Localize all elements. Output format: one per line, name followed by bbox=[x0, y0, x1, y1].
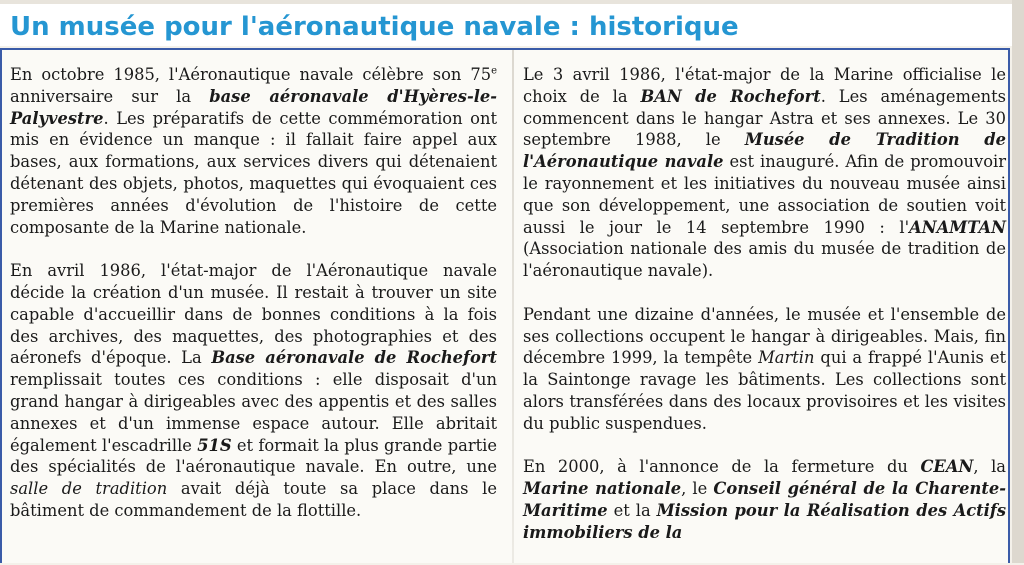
left-column bbox=[10, 64, 497, 544]
paragraph-2000: En 2000, à l'annonce de la fermeture du CEAN, la Marine nationale, le Conseil général de la Charente-Maritime et la Mission pour la Réalisation des Actifs immobiliers de la bbox=[523, 457, 1006, 542]
italic-martin: Martin bbox=[758, 348, 815, 368]
scan-edge-right bbox=[1012, 0, 1024, 563]
page-title: Un musée pour l'aéronautique navale : historique bbox=[10, 12, 739, 42]
paragraph-ban-rochefort: Le 3 avril 1986, l'état-major de la Marine officialise le choix de la BAN de Rochefort. Les aménagements commencent dans le hangar Astra et ses annexes. Le 30 septembre 1988, le Musée de Tradition de l'Aéronautique navale est inauguré. Afin de promouvoir le rayonnement et les initiatives du nouveau musée ainsi que son développement, une association de soutien voit aussi le jour le 14 septembre 1990 : l'ANAMTAN (Association nationale des amis du musée de tradition de l'aéronautique navale). bbox=[523, 65, 1006, 281]
emphasis-hyeres: base aéronavale d'Hyères-le-Palyvestre bbox=[10, 86, 497, 128]
paragraph-1986: En avril 1986, l'état-major de l'Aéronautique navale décide la création d'un musée. Il restait à trouver un site capable d'accueillir dans de bonnes conditions à la fois des archives, des maquettes, des photographies et des aéronefs d'époque. La Base aéronavale de Rochefort remplissait toutes ces conditions : elle disposait d'un grand hangar à dirigeables avec des appentis et des salles annexes et d'un immense espace autour. Elle abritait également l'escadrille 51S et formait la plus grande partie des spécialités de l'aéronautique navale. En outre, une salle de tradition avait déjà toute sa place dans le bâtiment de commandement de la flottille. bbox=[10, 261, 498, 520]
italic-salle-de-tradition: salle de tradition bbox=[10, 479, 168, 499]
paragraph-tempete: Pendant une dizaine d'années, le musée et l'ensemble de ses collections occupent le hangar à dirigeables. Mais, fin décembre 1999, la tempête Martin qui a frappé l'Aunis et la Saintonge ravage les bâtiments. Les collections sont alors transférées dans des locaux provisoires et les visites du public suspendues. bbox=[523, 304, 1006, 433]
paragraph-1985: En octobre 1985, l'Aéronautique navale célèbre son 75e anniversaire sur la base aéronavale d'Hyères-le-Palyvestre. Les préparatifs de cette commémoration ont mis en évidence un manque : il fallait faire appel aux bases, aux formations, aux services divers qui détenaient détenant des objets, photos, maquettes qui évoquaient ces premières années d'évolution de l'histoire de cette composante de la Marine nationale. bbox=[10, 65, 497, 237]
title-band bbox=[0, 4, 1012, 46]
emphasis-rochefort: Base aéronavale de Rochefort bbox=[211, 348, 497, 368]
emphasis-marine-nationale: Marine nationale bbox=[523, 479, 682, 499]
right-column bbox=[523, 64, 1006, 565]
emphasis-conseil-general: Conseil général de la Charente-Maritime bbox=[523, 479, 1006, 520]
emphasis-mission: Mission pour la Réalisation des Actifs immobiliers de la bbox=[523, 500, 1006, 542]
emphasis-anamtan: ANAMTAN bbox=[909, 217, 1006, 237]
emphasis-musee: Musée de Tradition de l'Aéronautique navale bbox=[523, 130, 1006, 172]
page-fold bbox=[512, 50, 514, 563]
emphasis-ban: BAN de Rochefort bbox=[640, 86, 821, 106]
emphasis-51s: 51S bbox=[197, 435, 232, 455]
emphasis-cean: CEAN bbox=[920, 457, 974, 477]
